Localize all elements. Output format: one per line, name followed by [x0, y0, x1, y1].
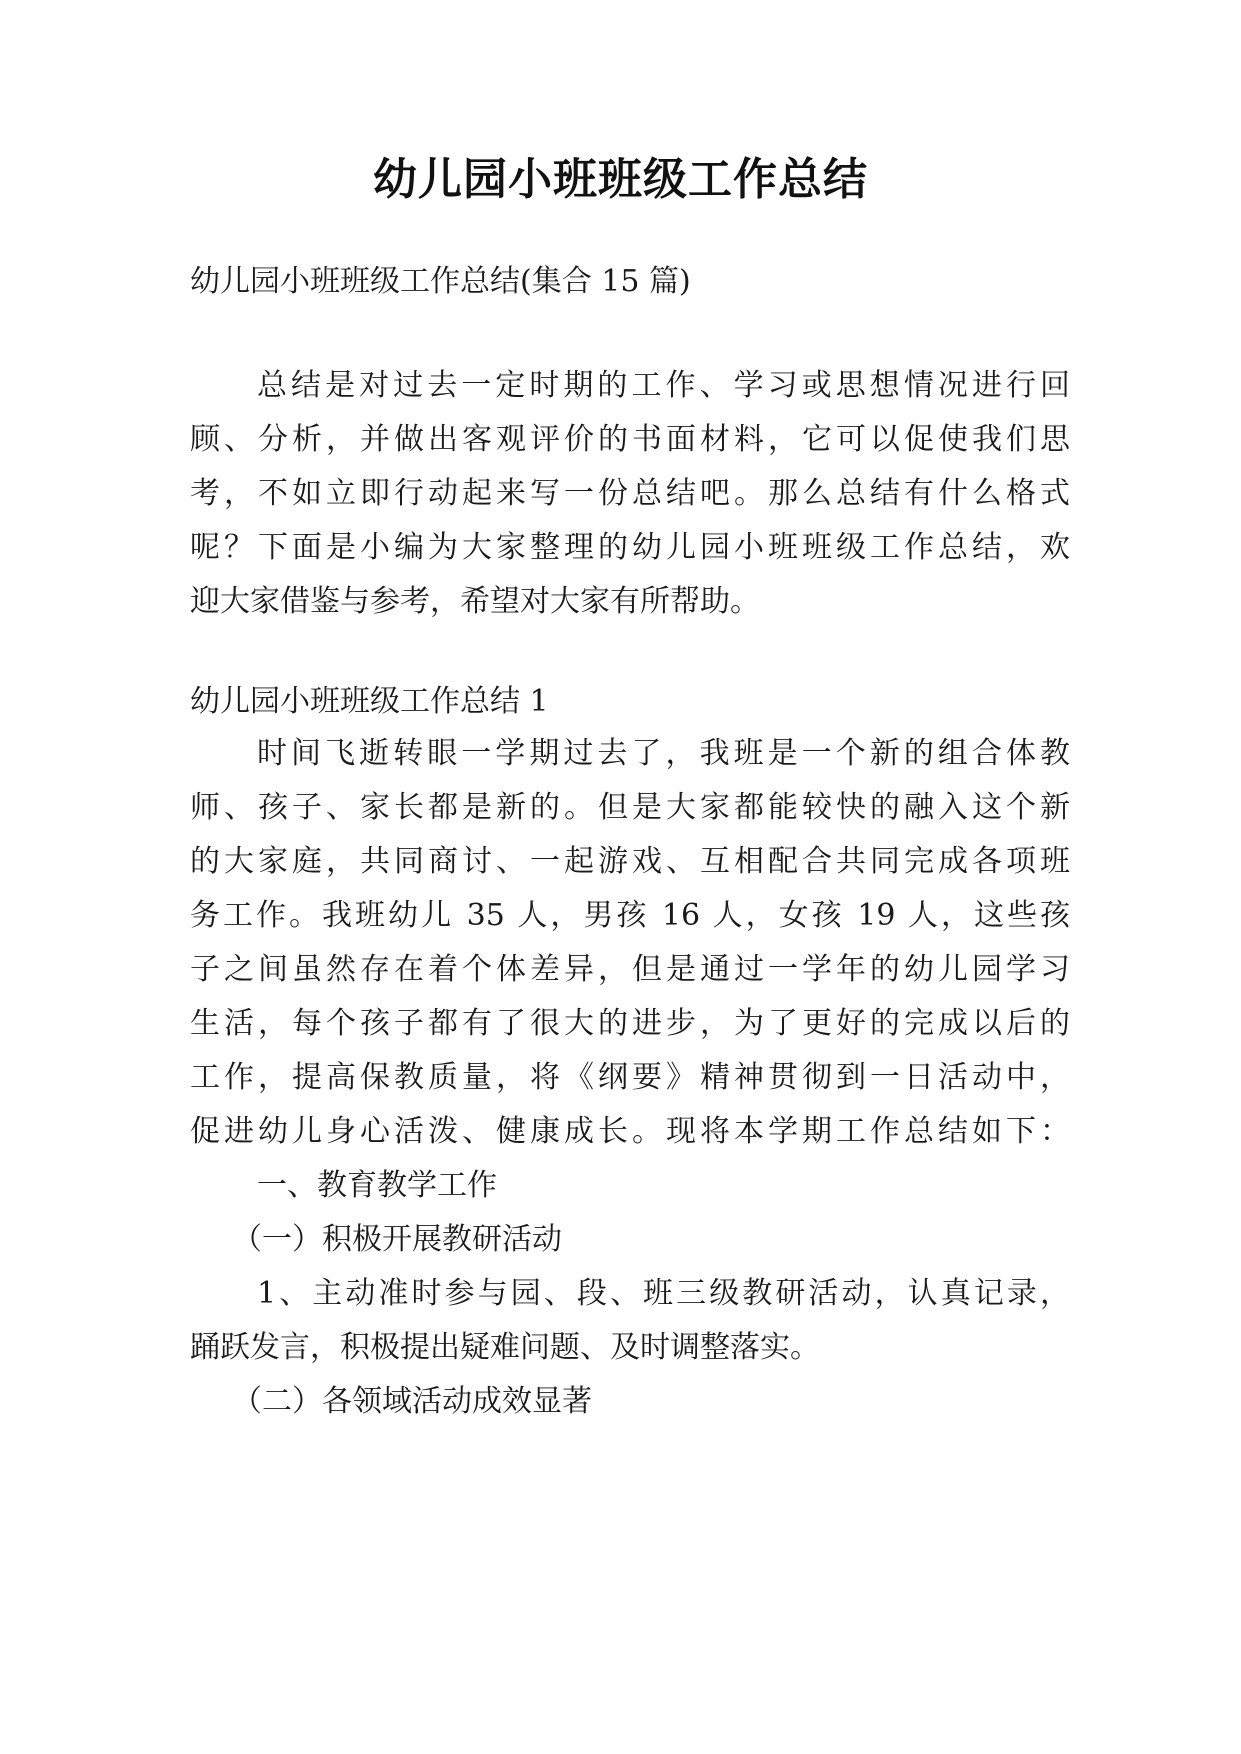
item-line: 踊跃发言，积极提出疑难问题、及时调整落实。 [190, 1330, 820, 1365]
document-title: 幼儿园小班班级工作总结 [373, 154, 868, 205]
section-paragraph-line: 的大家庭，共同商讨、一起游戏、互相配合共同完成各项班 [190, 844, 1070, 879]
section-paragraph-line: 促进幼儿身心活泼、健康成长。现将本学期工作总结如下： [190, 1114, 1070, 1149]
intro-line: 迎大家借鉴与参考，希望对大家有所帮助。 [190, 584, 760, 619]
section-paragraph-line: 生活，每个孩子都有了很大的进步，为了更好的完成以后的 [190, 1006, 1070, 1041]
intro-line: 呢？下面是小编为大家整理的幼儿园小班班级工作总结，欢 [190, 530, 1070, 565]
subsection-heading: （一）积极开展教研活动 [232, 1222, 562, 1257]
subsection-heading: （二）各领域活动成效显著 [232, 1384, 592, 1419]
part-heading: 一、教育教学工作 [257, 1168, 497, 1203]
section-heading: 幼儿园小班班级工作总结 1 [190, 684, 549, 719]
item-line: 1、主动准时参与园、段、班三级教研活动，认真记录， [257, 1276, 1070, 1311]
intro-line: 考，不如立即行动起来写一份总结吧。那么总结有什么格式 [190, 476, 1070, 511]
section-paragraph-line: 师、孩子、家长都是新的。但是大家都能较快的融入这个新 [190, 790, 1070, 825]
section-paragraph-line: 务工作。我班幼儿 35 人，男孩 16 人，女孩 19 人，这些孩 [190, 898, 1070, 933]
section-paragraph-line: 工作，提高保教质量，将《纲要》精神贯彻到一日活动中， [190, 1060, 1070, 1095]
section-paragraph-line: 时间飞逝转眼一学期过去了，我班是一个新的组合体教 [257, 736, 1070, 771]
document-subtitle: 幼儿园小班班级工作总结(集合 15 篇) [190, 264, 691, 299]
section-paragraph-line: 子之间虽然存在着个体差异，但是通过一学年的幼儿园学习 [190, 952, 1070, 987]
intro-line: 顾、分析，并做出客观评价的书面材料，它可以促使我们思 [190, 422, 1070, 457]
intro-line: 总结是对过去一定时期的工作、学习或思想情况进行回 [257, 368, 1070, 403]
